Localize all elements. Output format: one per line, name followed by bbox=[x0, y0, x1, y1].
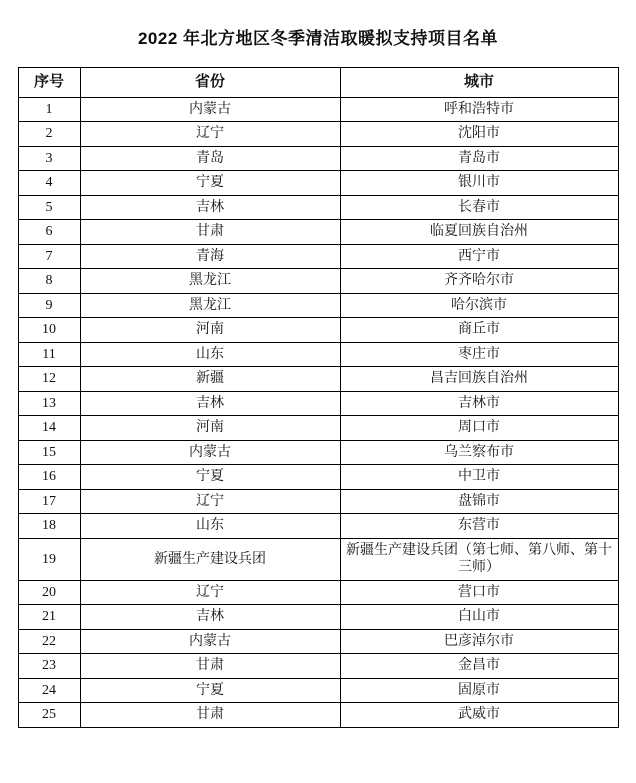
table-row bbox=[18, 367, 618, 392]
cell-city: 昌吉回族自治州 bbox=[340, 367, 618, 392]
cell-city: 呼和浩特市 bbox=[340, 97, 618, 122]
column-header-city: 城市 bbox=[340, 68, 618, 98]
cell-city: 长春市 bbox=[340, 195, 618, 220]
table-row bbox=[18, 391, 618, 416]
cell-city: 固原市 bbox=[340, 678, 618, 703]
cell-no: 18 bbox=[18, 514, 80, 539]
cell-no: 22 bbox=[18, 629, 80, 654]
table-row bbox=[18, 220, 618, 245]
cell-province: 甘肃 bbox=[80, 220, 340, 245]
cell-province: 内蒙古 bbox=[80, 97, 340, 122]
table-row bbox=[18, 244, 618, 269]
cell-no: 1 bbox=[18, 97, 80, 122]
cell-city: 新疆生产建设兵团（第七师、第八师、第十三师） bbox=[340, 538, 618, 580]
table-row bbox=[18, 416, 618, 441]
cell-no: 23 bbox=[18, 654, 80, 679]
cell-city: 武威市 bbox=[340, 703, 618, 728]
cell-province: 宁夏 bbox=[80, 678, 340, 703]
cell-no: 19 bbox=[18, 538, 80, 580]
cell-province: 内蒙古 bbox=[80, 629, 340, 654]
table-row bbox=[18, 703, 618, 728]
cell-province: 河南 bbox=[80, 318, 340, 343]
table-row bbox=[18, 629, 618, 654]
cell-city: 周口市 bbox=[340, 416, 618, 441]
table-row bbox=[18, 489, 618, 514]
cell-no: 3 bbox=[18, 146, 80, 171]
table-row bbox=[18, 318, 618, 343]
cell-no: 12 bbox=[18, 367, 80, 392]
table-row bbox=[18, 654, 618, 679]
table-header-row bbox=[18, 68, 618, 98]
cell-no: 9 bbox=[18, 293, 80, 318]
cell-province: 吉林 bbox=[80, 391, 340, 416]
cell-no: 21 bbox=[18, 605, 80, 630]
cell-no: 11 bbox=[18, 342, 80, 367]
cell-province: 甘肃 bbox=[80, 654, 340, 679]
table-row bbox=[18, 538, 618, 580]
cell-province: 内蒙古 bbox=[80, 440, 340, 465]
cell-province: 吉林 bbox=[80, 605, 340, 630]
cell-no: 14 bbox=[18, 416, 80, 441]
cell-province: 黑龙江 bbox=[80, 293, 340, 318]
cell-province: 黑龙江 bbox=[80, 269, 340, 294]
cell-province: 青海 bbox=[80, 244, 340, 269]
cell-city: 巴彦淖尔市 bbox=[340, 629, 618, 654]
cell-no: 5 bbox=[18, 195, 80, 220]
table-row bbox=[18, 171, 618, 196]
table-row bbox=[18, 122, 618, 147]
cell-province: 新疆生产建设兵团 bbox=[80, 538, 340, 580]
table-row bbox=[18, 97, 618, 122]
column-header-no: 序号 bbox=[18, 68, 80, 98]
table-row bbox=[18, 440, 618, 465]
cell-province: 辽宁 bbox=[80, 489, 340, 514]
table-row bbox=[18, 465, 618, 490]
table-row bbox=[18, 195, 618, 220]
cell-province: 辽宁 bbox=[80, 122, 340, 147]
cell-no: 2 bbox=[18, 122, 80, 147]
cell-city: 临夏回族自治州 bbox=[340, 220, 618, 245]
cell-no: 13 bbox=[18, 391, 80, 416]
cell-city: 中卫市 bbox=[340, 465, 618, 490]
cell-city: 商丘市 bbox=[340, 318, 618, 343]
cell-city: 银川市 bbox=[340, 171, 618, 196]
table-row bbox=[18, 146, 618, 171]
cell-province: 吉林 bbox=[80, 195, 340, 220]
table-row bbox=[18, 293, 618, 318]
cell-no: 8 bbox=[18, 269, 80, 294]
table-row bbox=[18, 580, 618, 605]
cell-city: 哈尔滨市 bbox=[340, 293, 618, 318]
cell-no: 4 bbox=[18, 171, 80, 196]
project-list-table bbox=[18, 67, 619, 728]
cell-province: 新疆 bbox=[80, 367, 340, 392]
table-row bbox=[18, 678, 618, 703]
cell-city: 青岛市 bbox=[340, 146, 618, 171]
table-header bbox=[18, 68, 618, 98]
cell-no: 24 bbox=[18, 678, 80, 703]
cell-city: 金昌市 bbox=[340, 654, 618, 679]
cell-province: 山东 bbox=[80, 514, 340, 539]
cell-province: 甘肃 bbox=[80, 703, 340, 728]
table-body bbox=[18, 97, 618, 727]
cell-province: 河南 bbox=[80, 416, 340, 441]
cell-city: 西宁市 bbox=[340, 244, 618, 269]
cell-no: 17 bbox=[18, 489, 80, 514]
table-row bbox=[18, 514, 618, 539]
cell-no: 20 bbox=[18, 580, 80, 605]
cell-province: 辽宁 bbox=[80, 580, 340, 605]
cell-no: 6 bbox=[18, 220, 80, 245]
table-row bbox=[18, 269, 618, 294]
cell-city: 齐齐哈尔市 bbox=[340, 269, 618, 294]
cell-province: 宁夏 bbox=[80, 465, 340, 490]
cell-province: 青岛 bbox=[80, 146, 340, 171]
cell-city: 营口市 bbox=[340, 580, 618, 605]
cell-province: 山东 bbox=[80, 342, 340, 367]
cell-city: 吉林市 bbox=[340, 391, 618, 416]
table-row bbox=[18, 342, 618, 367]
cell-city: 沈阳市 bbox=[340, 122, 618, 147]
cell-no: 25 bbox=[18, 703, 80, 728]
cell-city: 白山市 bbox=[340, 605, 618, 630]
cell-no: 7 bbox=[18, 244, 80, 269]
cell-province: 宁夏 bbox=[80, 171, 340, 196]
column-header-province: 省份 bbox=[80, 68, 340, 98]
cell-city: 乌兰察布市 bbox=[340, 440, 618, 465]
cell-no: 16 bbox=[18, 465, 80, 490]
table-row bbox=[18, 605, 618, 630]
cell-city: 枣庄市 bbox=[340, 342, 618, 367]
page-title: 2022 年北方地区冬季清洁取暖拟支持项目名单 bbox=[137, 29, 499, 48]
cell-no: 10 bbox=[18, 318, 80, 343]
cell-city: 盘锦市 bbox=[340, 489, 618, 514]
cell-no: 15 bbox=[18, 440, 80, 465]
cell-city: 东营市 bbox=[340, 514, 618, 539]
